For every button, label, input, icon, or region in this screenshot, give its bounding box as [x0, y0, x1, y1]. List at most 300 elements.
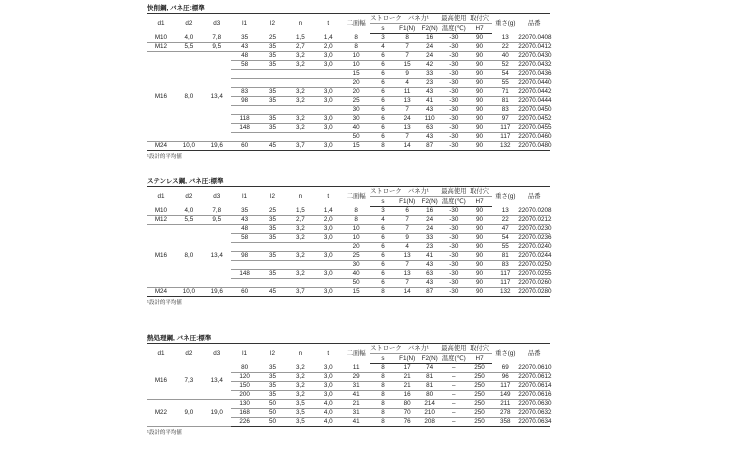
table-cell: 8	[396, 34, 419, 43]
table-cell: 41	[342, 391, 370, 400]
table-cell: 8	[342, 216, 370, 225]
header-temp2: 温度(℃)	[441, 198, 466, 205]
table-row	[147, 216, 603, 225]
table-cell: 8	[342, 43, 370, 52]
table-cell: 23	[418, 79, 441, 88]
table-cell: 22070.0250	[518, 261, 552, 268]
table-cell: 13	[492, 34, 518, 43]
header-weight: 重さ(g)	[492, 14, 518, 34]
table-cell: 54	[492, 234, 518, 243]
table-cell: 6	[370, 133, 396, 142]
table-cell: 22070.0230	[518, 225, 552, 232]
header-f1: F1(N)	[396, 354, 419, 364]
table-cell: 6	[370, 61, 396, 70]
table-cell: 4,0	[314, 418, 342, 427]
table-cell: 132	[492, 142, 518, 151]
cell-d3: 13,4	[203, 52, 231, 142]
table-cell: 90	[467, 106, 493, 115]
table-cell	[286, 261, 314, 270]
table-cell: 3,0	[314, 252, 342, 261]
cell-d2: 5,5	[175, 43, 203, 52]
table-cell: 3,2	[286, 364, 314, 373]
cell-d1: M12	[147, 216, 175, 225]
header-d1: d1	[147, 14, 175, 34]
table-cell: 80	[418, 391, 441, 400]
table-cell: 35	[259, 225, 287, 234]
table-cell: 90	[467, 216, 493, 225]
table-cell: 16	[396, 391, 419, 400]
table-cell: 4,0	[314, 400, 342, 409]
table-cell: 250	[467, 409, 493, 418]
header-f2: F2(N)	[418, 354, 441, 364]
table-cell: 3,7	[286, 288, 314, 297]
table-cell: 40	[492, 52, 518, 61]
table-cell: -30	[441, 97, 467, 106]
table-cell: 8	[370, 142, 396, 151]
header-stroke: ストローク	[370, 188, 402, 195]
table-cell: 10	[342, 225, 370, 234]
table-caption: ステンレス鋼, バネ圧:標準	[147, 178, 224, 185]
table-cell: 3,7	[286, 142, 314, 151]
header-l2: l2	[259, 14, 287, 34]
table-cell: -30	[441, 252, 467, 261]
header-temp2: 温度(℃)	[441, 25, 466, 32]
table-cell: 3,2	[286, 373, 314, 382]
table-cell: 6	[370, 106, 396, 115]
table-cell	[314, 279, 342, 288]
table-cell: 24	[418, 52, 441, 61]
cell-d2: 9,0	[175, 400, 203, 427]
table-cell: –	[441, 364, 467, 373]
table-cell: 90	[467, 261, 493, 270]
header-l2: l2	[259, 344, 287, 364]
table-cell: 22070.0616	[518, 391, 552, 398]
table-cell: 3,0	[314, 234, 342, 243]
header-s: s	[370, 24, 396, 34]
table-cell: 90	[467, 133, 493, 142]
table-cell: 3,2	[286, 382, 314, 391]
cell-d2: 10,0	[175, 288, 203, 297]
table-cell: 52	[492, 61, 518, 70]
cell-d3: 9,5	[203, 216, 231, 225]
table-cell: 22070.0244	[518, 252, 552, 259]
table-cell: 47	[492, 225, 518, 234]
header-l1: l1	[231, 344, 259, 364]
table-cell: 8	[342, 34, 370, 43]
table-cell: 2,0	[314, 43, 342, 52]
table-cell: -30	[441, 243, 467, 252]
table-cell: -30	[441, 52, 467, 61]
table-cell	[286, 106, 314, 115]
table-cell: 3,0	[314, 61, 342, 70]
table-section-stainless-steel	[147, 177, 603, 307]
table-cell: 250	[467, 382, 493, 391]
table-cell: 22	[492, 216, 518, 225]
table-cell: 3,2	[286, 61, 314, 70]
table-cell: 8	[370, 418, 396, 427]
table-cell: 3,2	[286, 270, 314, 279]
table-cell: 168	[231, 409, 259, 418]
table-cell	[259, 106, 287, 115]
table-cell: 130	[231, 400, 259, 409]
header-code: 品番	[518, 344, 550, 364]
table-cell: 80	[231, 364, 259, 373]
header-nimen: 二面幅	[342, 344, 370, 364]
table-cell: 50	[259, 409, 287, 418]
table-cell: 98	[231, 252, 259, 261]
table-cell: 10	[342, 52, 370, 61]
table-cell: –	[441, 373, 467, 382]
table-cell: -30	[441, 34, 467, 43]
table-cell: 42	[418, 61, 441, 70]
table-cell: 8	[370, 288, 396, 297]
table-cell: 250	[467, 373, 493, 382]
table-cell: -30	[441, 124, 467, 133]
table-cell: 14	[396, 288, 419, 297]
table-cell: 35	[259, 382, 287, 391]
table-cell: 13	[396, 252, 419, 261]
header-n: n	[286, 187, 314, 207]
table-cell	[231, 261, 259, 270]
header-l1: l1	[231, 187, 259, 207]
header-nimen: 二面幅	[342, 14, 370, 34]
table-cell: -30	[441, 279, 467, 288]
cell-d1: M22	[147, 400, 175, 427]
table-cell: 41	[418, 97, 441, 106]
table-cell: 4,0	[314, 409, 342, 418]
table-cell: 3,2	[286, 391, 314, 400]
header-d2: d2	[175, 187, 203, 207]
table-cell: 97	[492, 115, 518, 124]
table-cell: 35	[259, 234, 287, 243]
table-cell: 118	[231, 115, 259, 124]
table-cell: 211	[492, 400, 518, 409]
table-cell	[314, 243, 342, 252]
table-cell: 117	[492, 124, 518, 133]
table-footnote: ¹設計的平均値	[147, 154, 182, 160]
table-cell: 8	[370, 400, 396, 409]
table-cell	[259, 243, 287, 252]
table-cell: -30	[441, 234, 467, 243]
table-cell: 50	[259, 400, 287, 409]
table-cell: 7	[396, 216, 419, 225]
table-cell: 43	[231, 216, 259, 225]
table-cell: 6	[370, 115, 396, 124]
table-footnote: ¹設計的平均値	[147, 430, 182, 436]
table-cell: 21	[396, 382, 419, 391]
table-cell: 117	[492, 270, 518, 279]
cell-d1: M10	[147, 34, 175, 43]
cell-d1: M24	[147, 142, 175, 151]
table-cell: 83	[492, 261, 518, 270]
cell-d3: 9,5	[203, 43, 231, 52]
table-cell	[286, 279, 314, 288]
table-cell: 22070.0610	[518, 363, 552, 371]
table-cell: 7	[396, 225, 419, 234]
table-cell: 35	[259, 270, 287, 279]
table-row	[147, 34, 603, 43]
cell-d2: 8,0	[175, 225, 203, 288]
cell-d3: 13,4	[203, 364, 231, 400]
table-cell	[286, 79, 314, 88]
table-cell	[314, 79, 342, 88]
header-row	[147, 187, 603, 197]
header-spring: バネ力¹	[396, 14, 441, 24]
table-cell: -30	[441, 106, 467, 115]
table-cell: 87	[418, 288, 441, 297]
table-cell: 3,2	[286, 234, 314, 243]
table-cell: -30	[441, 133, 467, 142]
table-cell: 90	[467, 115, 493, 124]
table-cell: 3,2	[286, 252, 314, 261]
cell-d2: 4,0	[175, 207, 203, 216]
cell-d2: 7,3	[175, 364, 203, 400]
table-row	[147, 364, 603, 373]
table-cell: 25	[259, 34, 287, 43]
table-cell: 15	[342, 288, 370, 297]
table-cell: -30	[441, 115, 467, 124]
table-cell	[259, 133, 287, 142]
header-spring: バネ力¹	[396, 344, 441, 354]
table-cell: 22070.0452	[518, 115, 552, 122]
table-cell: 7	[396, 279, 419, 288]
table-cell: 80	[396, 400, 419, 409]
table-cell	[286, 243, 314, 252]
table-cell: 90	[467, 43, 493, 52]
table-cell: 40	[342, 124, 370, 133]
table-cell: -30	[441, 261, 467, 270]
table-cell: 226	[231, 418, 259, 427]
table-cell: 81	[418, 373, 441, 382]
table-cell: 1,4	[314, 207, 342, 216]
table-cell: 22070.0430	[518, 52, 552, 59]
header-weight: 重さ(g)	[492, 344, 518, 364]
table-cell: –	[441, 391, 467, 400]
table-cell: 48	[231, 52, 259, 61]
table-cell: 90	[467, 70, 493, 79]
table-cell: 9	[396, 234, 419, 243]
table-cell: 3,0	[314, 382, 342, 391]
header-temp1: 最高使用	[441, 15, 467, 22]
table-cell: 3	[370, 207, 396, 216]
table-cell: 24	[418, 225, 441, 234]
table-cell: –	[441, 418, 467, 427]
header-spring: バネ力¹	[396, 187, 441, 197]
table-cell: 45	[259, 142, 287, 151]
table-row	[147, 142, 603, 151]
table-cell: 3,0	[314, 373, 342, 382]
table-cell: 25	[342, 252, 370, 261]
table-cell: 110	[418, 115, 441, 124]
table-cell: -30	[441, 142, 467, 151]
table-cell: 90	[467, 142, 493, 151]
cell-d1: M24	[147, 288, 175, 297]
table-cell: 90	[467, 279, 493, 288]
table-cell: 43	[418, 88, 441, 97]
table-cell: -30	[441, 70, 467, 79]
table-cell: 6	[370, 279, 396, 288]
table-cell: 16	[418, 34, 441, 43]
table-cell: 35	[259, 216, 287, 225]
table-cell: 22070.0634	[518, 418, 552, 425]
cell-d2: 8,0	[175, 52, 203, 142]
header-hole1: 取付穴	[467, 344, 493, 354]
table-cell: 358	[492, 418, 518, 427]
header-hole1: 取付穴	[467, 14, 493, 24]
table-cell: 8	[370, 373, 396, 382]
header-l1: l1	[231, 14, 259, 34]
table-cell: 22070.0460	[518, 133, 552, 140]
table-cell: 35	[259, 391, 287, 400]
table-cell: 13	[396, 270, 419, 279]
table-cell: 22070.0236	[518, 234, 552, 241]
cell-d3: 19,6	[203, 142, 231, 151]
table-cell: 35	[231, 207, 259, 216]
table-cell: 22070.0240	[518, 243, 552, 250]
table-cell: -30	[441, 225, 467, 234]
table-cell: 8	[370, 382, 396, 391]
table-cell: 83	[492, 106, 518, 115]
table-cell: –	[441, 400, 467, 409]
table-cell: 90	[467, 61, 493, 70]
header-weight: 重さ(g)	[492, 187, 518, 207]
table-cell	[231, 133, 259, 142]
table-cell: 35	[259, 43, 287, 52]
table-cell: 22070.0444	[518, 97, 552, 104]
table-cell: -30	[441, 207, 467, 216]
table-cell: 9	[396, 70, 419, 79]
table-cell: 31	[342, 382, 370, 391]
table-cell	[314, 106, 342, 115]
table-cell: 33	[418, 234, 441, 243]
table-cell: -30	[441, 43, 467, 52]
table-cell: 87	[418, 142, 441, 151]
table-cell: 7	[396, 133, 419, 142]
table-cell: 15	[396, 61, 419, 70]
table-cell: 90	[467, 270, 493, 279]
header-t: t	[314, 14, 342, 34]
table-cell: 16	[418, 207, 441, 216]
table-cell: 6	[370, 124, 396, 133]
table-cell: 250	[467, 391, 493, 400]
table-cell: 3,2	[286, 52, 314, 61]
table-cell: 20	[342, 243, 370, 252]
table-cell: 6	[370, 225, 396, 234]
table-row	[147, 400, 603, 409]
table-cell: 6	[370, 243, 396, 252]
table-caption: 熱処理鋼, バネ圧:標準	[147, 335, 212, 342]
table-cell: 3,2	[286, 225, 314, 234]
cell-d1: M10	[147, 207, 175, 216]
table-cell: 3,5	[286, 418, 314, 427]
table-cell: 3,0	[314, 52, 342, 61]
table-cell: 6	[370, 79, 396, 88]
table-cell: 7	[396, 52, 419, 61]
header-d1: d1	[147, 187, 175, 207]
table-cell	[259, 70, 287, 79]
table-cell: 7	[396, 43, 419, 52]
table-cell: 22070.0632	[518, 409, 552, 416]
table-cell: 43	[418, 106, 441, 115]
table-cell: 41	[342, 418, 370, 427]
table-cell: 40	[342, 270, 370, 279]
table-cell: 120	[231, 373, 259, 382]
table-cell: 214	[418, 400, 441, 409]
table-cell	[286, 70, 314, 79]
table-cell	[231, 279, 259, 288]
table-cell: 23	[418, 243, 441, 252]
header-row	[147, 14, 603, 24]
header-f1: F1(N)	[396, 24, 419, 34]
table-cell: 22070.0280	[518, 288, 552, 295]
header-temp2: 温度(℃)	[441, 355, 466, 362]
table-cell: 22070.0255	[518, 270, 552, 277]
table-cell: 2,7	[286, 43, 314, 52]
table-cell: 6	[370, 234, 396, 243]
cell-d3: 13,4	[203, 225, 231, 288]
cell-d3: 7,8	[203, 34, 231, 43]
table-cell: 58	[231, 234, 259, 243]
table-cell: 6	[370, 261, 396, 270]
table-cell: 33	[418, 70, 441, 79]
table-cell: 90	[467, 97, 493, 106]
table-cell: 22070.0455	[518, 124, 552, 131]
table-cell: 71	[492, 88, 518, 97]
table-cell: 3,0	[314, 225, 342, 234]
table-cell: 1,5	[286, 207, 314, 216]
header-t: t	[314, 344, 342, 364]
table-cell: 98	[231, 97, 259, 106]
table-cell: 35	[259, 88, 287, 97]
table-cell	[231, 79, 259, 88]
table-cell: 22070.0614	[518, 382, 552, 389]
table-cell: 8	[370, 409, 396, 418]
table-cell: 278	[492, 409, 518, 418]
table-cell: 90	[467, 207, 493, 216]
table-cell: 3,0	[314, 288, 342, 297]
header-d3: d3	[203, 187, 231, 207]
table-caption: 快削鋼, バネ圧:標準	[147, 5, 205, 12]
table-cell: 35	[231, 34, 259, 43]
table-cell	[231, 106, 259, 115]
cell-d1: M16	[147, 225, 175, 288]
table-cell	[259, 261, 287, 270]
cell-d3: 7,8	[203, 207, 231, 216]
header-s: s	[370, 197, 396, 207]
table-cell: 8	[370, 391, 396, 400]
table-cell: 35	[259, 97, 287, 106]
table-cell: 90	[467, 234, 493, 243]
table-row	[147, 52, 603, 61]
header-t: t	[314, 187, 342, 207]
table-cell: 15	[342, 70, 370, 79]
table-cell: 90	[467, 124, 493, 133]
table-cell: 117	[492, 279, 518, 288]
table-cell: 14	[396, 142, 419, 151]
header-stroke: ストローク	[370, 15, 402, 22]
table-cell: 35	[259, 52, 287, 61]
table-cell: 22070.0480	[518, 142, 552, 149]
table-cell: 21	[342, 400, 370, 409]
table-footnote: ¹設計的平均値	[147, 300, 182, 306]
table-cell: 43	[418, 279, 441, 288]
table-cell: 70	[396, 409, 419, 418]
table-cell: 3,5	[286, 400, 314, 409]
table-cell: 24	[418, 43, 441, 52]
table-cell: 35	[259, 115, 287, 124]
spec-table	[147, 13, 603, 151]
table-cell: 3,0	[314, 142, 342, 151]
